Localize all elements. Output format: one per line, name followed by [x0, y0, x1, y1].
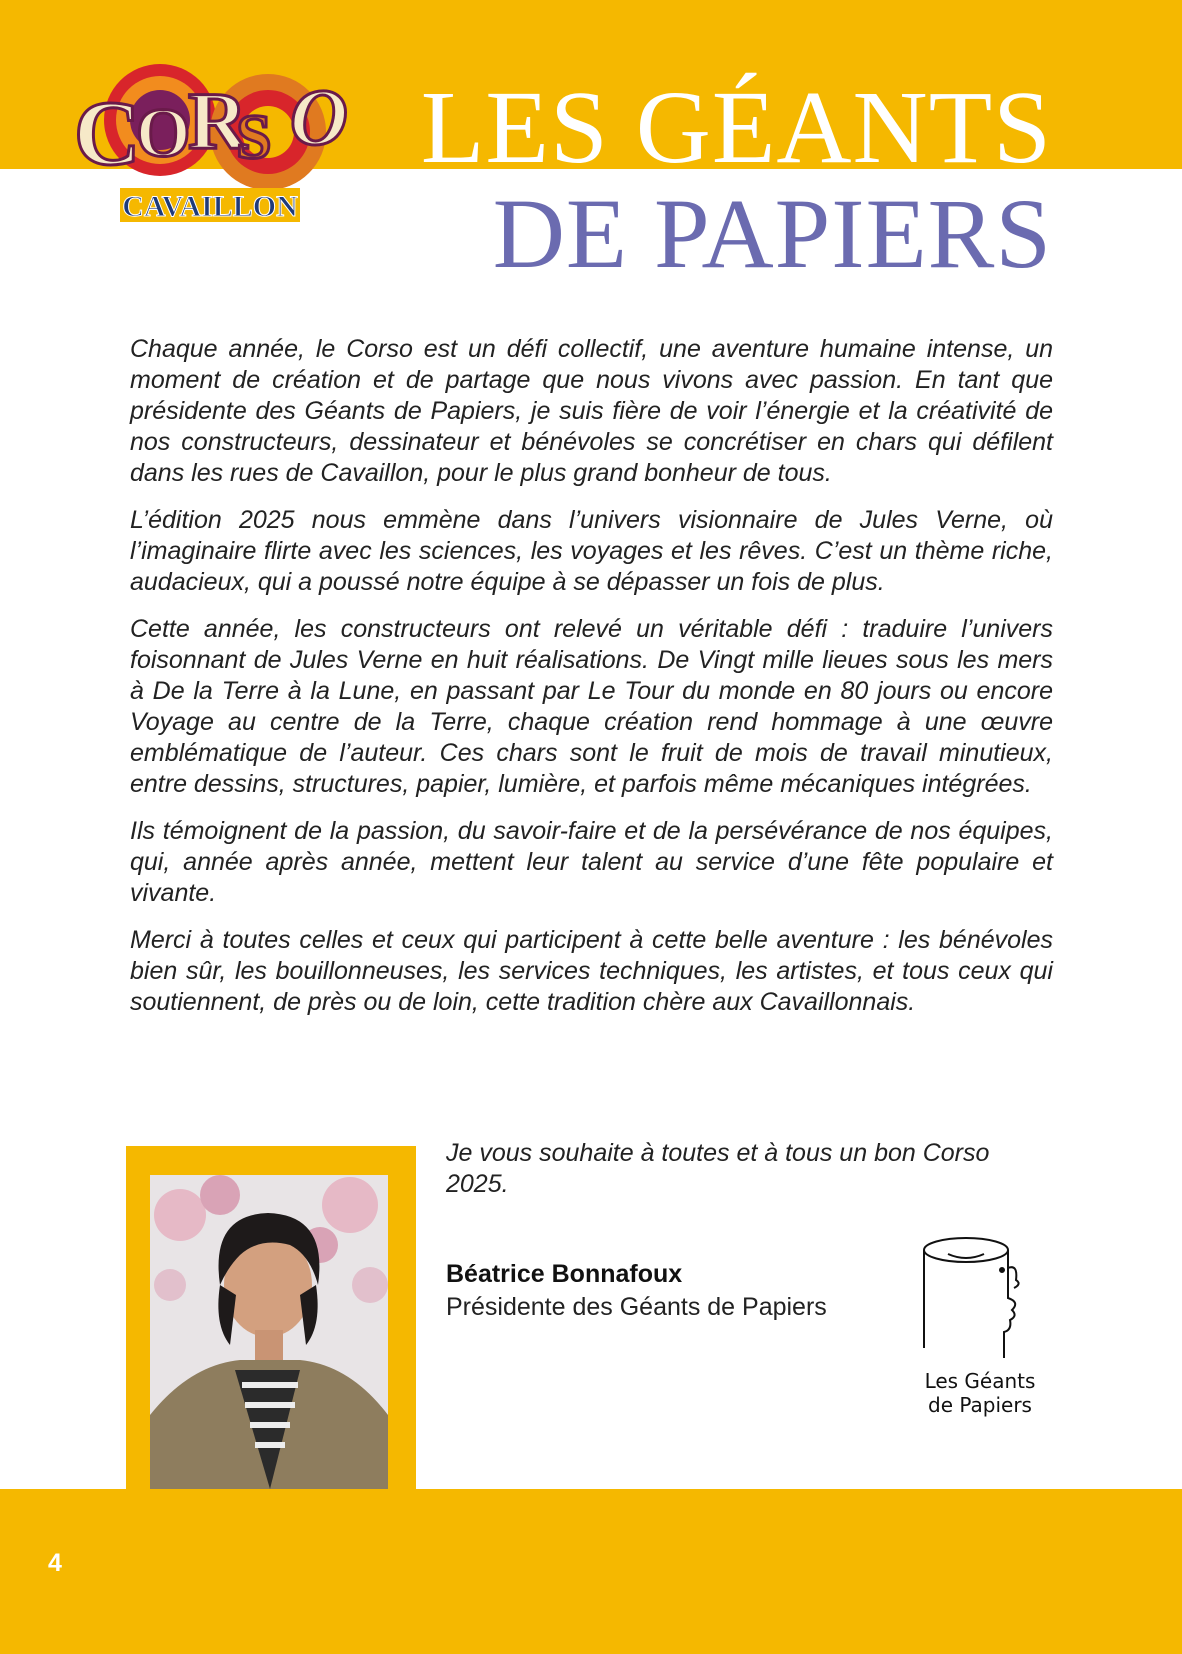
paragraph: Merci à toutes celles et ceux qui participent à cette belle aventure : les bénévoles bien sûr, les bouillonneuses, les services techniques, les artistes, et tous ceux qui soutiennent, de près ou de loin, cette tradition chère aux Cavaillonnais.	[130, 926, 1053, 1016]
svg-text:S: S	[236, 101, 272, 172]
paragraph: Cette année, les constructeurs ont relevé un véritable défi : traduire l’univers foisonnant de Jules Verne en huit réalisations. De Vingt mille lieues sous les mers à De la Terre à la Lune, en passant par Le Tour du monde en 80 jours ou encore Voyage au centre de la Terre, chaque création rend hommage à une œuvre emblématique de l’auteur. Ces chars sont le fruit de mois de travail minutieux, entre dessins, structures, papier, lumière, et parfois même mécaniques intégrées.	[130, 615, 1053, 798]
signature-name: Béatrice Bonnafoux	[446, 1260, 683, 1288]
paragraph: Chaque année, le Corso est un défi collectif, une aventure humaine intense, un moment de création et de partage que nous vivons avec passion. En tant que présidente des Géants de Papiers, je suis fière de voir l’énergie et la créativité de nos constructeurs, dessinateur et bénévoles se concrétiser en chars qui défilent dans les rues de Cavaillon, pour le plus grand bonheur de tous.	[130, 335, 1053, 487]
closing-text: Je vous souhaite à toutes et à tous un bon Corso 2025.	[446, 1139, 990, 1198]
footer-band	[0, 1489, 1182, 1654]
svg-text:R: R	[188, 75, 248, 166]
svg-text:O: O	[136, 95, 191, 172]
title-line-2: DE PAPIERS	[492, 178, 1052, 289]
giants-logo-line-2: de Papiers	[928, 1393, 1032, 1417]
page-title	[420, 70, 1052, 289]
title-line-1: LES GÉANTS	[420, 70, 1052, 185]
signature-role: Présidente des Géants de Papiers	[446, 1293, 827, 1321]
page-number: 4	[48, 1549, 62, 1577]
giants-logo-line-1: Les Géants	[924, 1369, 1036, 1393]
svg-text:O: O	[290, 74, 348, 162]
corso-cavaillon-logo	[68, 58, 368, 236]
paragraph: Ils témoignent de la passion, du savoir-faire et de la persévérance de nos équipes, qui, année après année, mettent leur talent au service d’une fête populaire et vivante.	[130, 817, 1053, 907]
paragraph: L’édition 2025 nous emmène dans l’univers visionnaire de Jules Verne, où l’imaginaire flirte avec les sciences, les voyages et les rêves. C’est un thème riche, audacieux, qui a poussé notre équipe à se dépasser un fois de plus.	[130, 506, 1053, 596]
svg-text:CAVAILLON: CAVAILLON	[122, 190, 298, 223]
svg-text:C: C	[74, 82, 141, 184]
giants-de-papiers-logo	[908, 1228, 1053, 1418]
letter-body	[130, 334, 1053, 1034]
portrait-photo	[150, 1175, 388, 1489]
